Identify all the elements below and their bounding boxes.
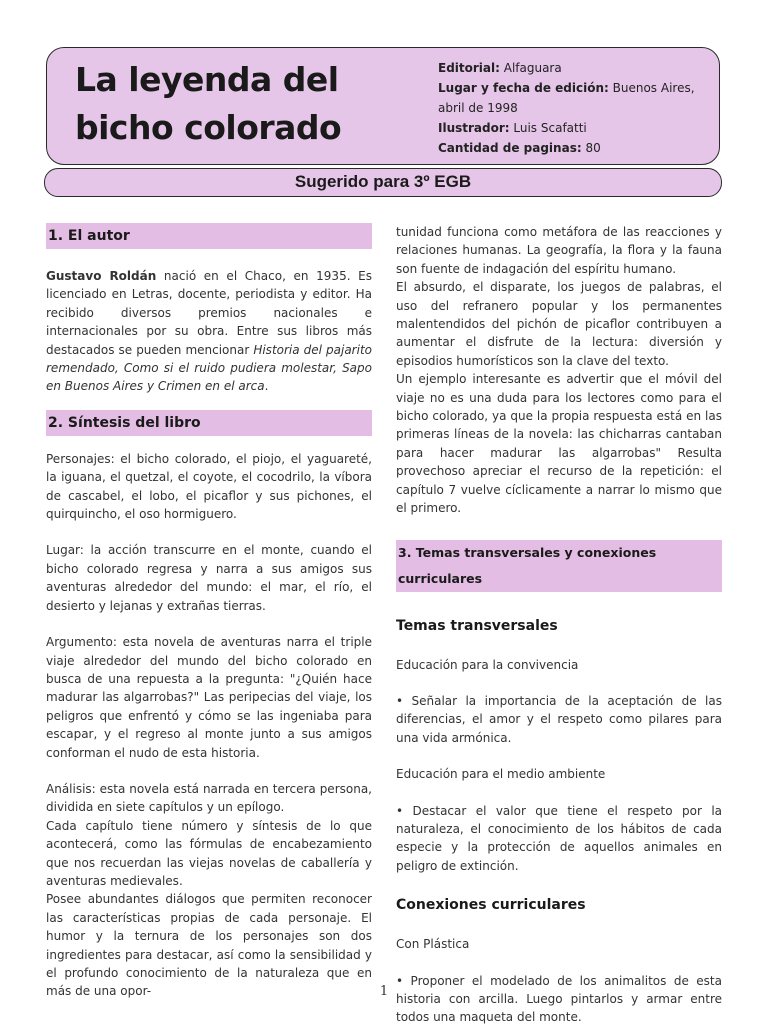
left-column (46, 223, 372, 1001)
author-end: . (264, 379, 269, 394)
paragraph-absurdo: El absurdo, el disparate, los juegos de palabras, el uso del refranero popular y los permanentes malentendidos del pichón de picaflor contribuyen a aumentar el disfrute de la lectura: diversión y episodios humorísticos son la clave del texto. (396, 280, 722, 368)
info-place-date (438, 78, 718, 118)
info-label: Ilustrador: (438, 121, 510, 135)
right-column (396, 223, 722, 1027)
author-works: Historia del pajarito remendado, Como si el ruido pudiera molestar, Sapo en Buenos Aires y Crimen en el arca (46, 342, 372, 394)
book-title-line1: La leyenda del (75, 60, 339, 99)
info-page-count (438, 138, 718, 158)
info-value: Alfaguara (499, 61, 562, 75)
book-info (438, 58, 718, 158)
paragraph-capitulo: Cada capítulo tiene número y síntesis de lo que acontecerá, como las fórmulas de encabezamiento que nos recuerdan las viejas novelas de caballería y aventuras medievales. (46, 818, 372, 888)
header-box (46, 47, 720, 165)
info-label: Editorial: (438, 61, 500, 75)
paragraph-argumento: Argumento: esta novela de aventuras narra el triple viaje alrededor del mundo del bicho colorado en busca de una repuesta a la pregunta: "¿Quién hace madurar las algarrobas?" Las peripecias del viaje, los peligros que enfrentó y cómo se las ingeniaba para escapar, y el regreso al monte junto a sus amigos conforman el nudo de esta historia. (46, 635, 372, 760)
section-heading-sintesis: 2. Síntesis del libro (46, 410, 372, 436)
education-medio-ambiente: Educación para el medio ambiente (396, 767, 606, 782)
suggested-grade-bar: Sugerido para 3º EGB (44, 168, 722, 197)
author-name: Gustavo Roldán (46, 269, 157, 283)
info-label: Cantidad de paginas: (438, 141, 582, 155)
paragraph-lugar: Lugar: la acción transcurre en el monte, cuando el bicho colorado regresa y narra a sus amigos sus aventuras alrededor del mundo: el mar, el río, el desierto y lejanas y extrañas tierras. (46, 543, 372, 613)
connection-plastica: Con Plástica (396, 937, 470, 952)
paragraph-continuation: tunidad funciona como metáfora de las reacciones y relaciones humanas. La geografía, la flora y la fauna son fuente de indagación del espíritu humano. (396, 225, 722, 276)
author-bio: nació en el Chaco, en 1935. Es licenciado en Letras, docente, periodista y editor. Ha recibido diversos premios nacionales e internacionales por su obra. Entre sus libros más destacados se pueden mencionar (46, 269, 372, 357)
info-label: Lugar y fecha de edición: (438, 81, 609, 95)
info-publisher (438, 58, 718, 78)
paragraph-ejemplo: Un ejemplo interesante es advertir que el móvil del viaje no es una duda para los lectores como para el bicho colorado, ya que la propia respuesta está en las primeras líneas de la novela: las chicharras cantaban para hacer madurar las algarrobas" Resulta provechoso apreciar el recurso de la repetición: el capítulo 7 vuelve cíclicamente a narrar lo mismo que el primero. (396, 372, 722, 516)
bullet-diferencias: • Señalar la importancia de la aceptación de las diferencias, el amor y el respeto como pilares para una vida armónica. (396, 693, 722, 745)
paragraph-personajes: Personajes: el bicho colorado, el piojo, el yaguareté, la iguana, el quetzal, el coyote, el cocodrilo, la víbora de cascabel, el lobo, el picaflor y sus pichones, el quirquincho, el oso hormiguero. (46, 451, 372, 522)
info-value: Buenos Aires, abril de 1998 (438, 81, 695, 115)
paragraph-dialogos: Posee abundantes diálogos que permiten reconocer las características propias de cada personaje. El humor y la ternura de los personajes son dos ingredientes para destacar, así como la sensibilidad y el profundo conocimiento de la naturaleza que en más de una opor- (46, 892, 372, 999)
section-heading-temas: 3. Temas transversales y conexiones curriculares (396, 540, 722, 592)
book-title-line2: bicho colorado (75, 108, 342, 147)
page-number: 1 (379, 984, 389, 999)
info-value: 80 (581, 141, 601, 155)
subheading-temas-transversales: Temas transversales (396, 617, 558, 634)
info-illustrator (438, 118, 718, 138)
info-value: Luis Scafatti (509, 121, 587, 135)
subheading-conexiones: Conexiones curriculares (396, 897, 586, 914)
bullet-modelado: • Proponer el modelado de los animalitos de esta historia con arcilla. Luego pintarlos y armar entre todos una maqueta del monte. (396, 973, 722, 1025)
section-heading-autor: 1. El autor (46, 223, 372, 249)
education-convivencia: Educación para la convivencia (396, 657, 579, 672)
author-paragraph (46, 267, 372, 396)
bullet-naturaleza: • Destacar el valor que tiene el respeto por la naturaleza, el conocimiento de los hábitos de cada especie y la protección de aquellos animales en peligro de extinción. (396, 803, 722, 873)
book-title (75, 56, 341, 152)
paragraph-analisis: Análisis: esta novela está narrada en tercera persona, dividida en siete capítulos y un epílogo. (46, 781, 372, 815)
